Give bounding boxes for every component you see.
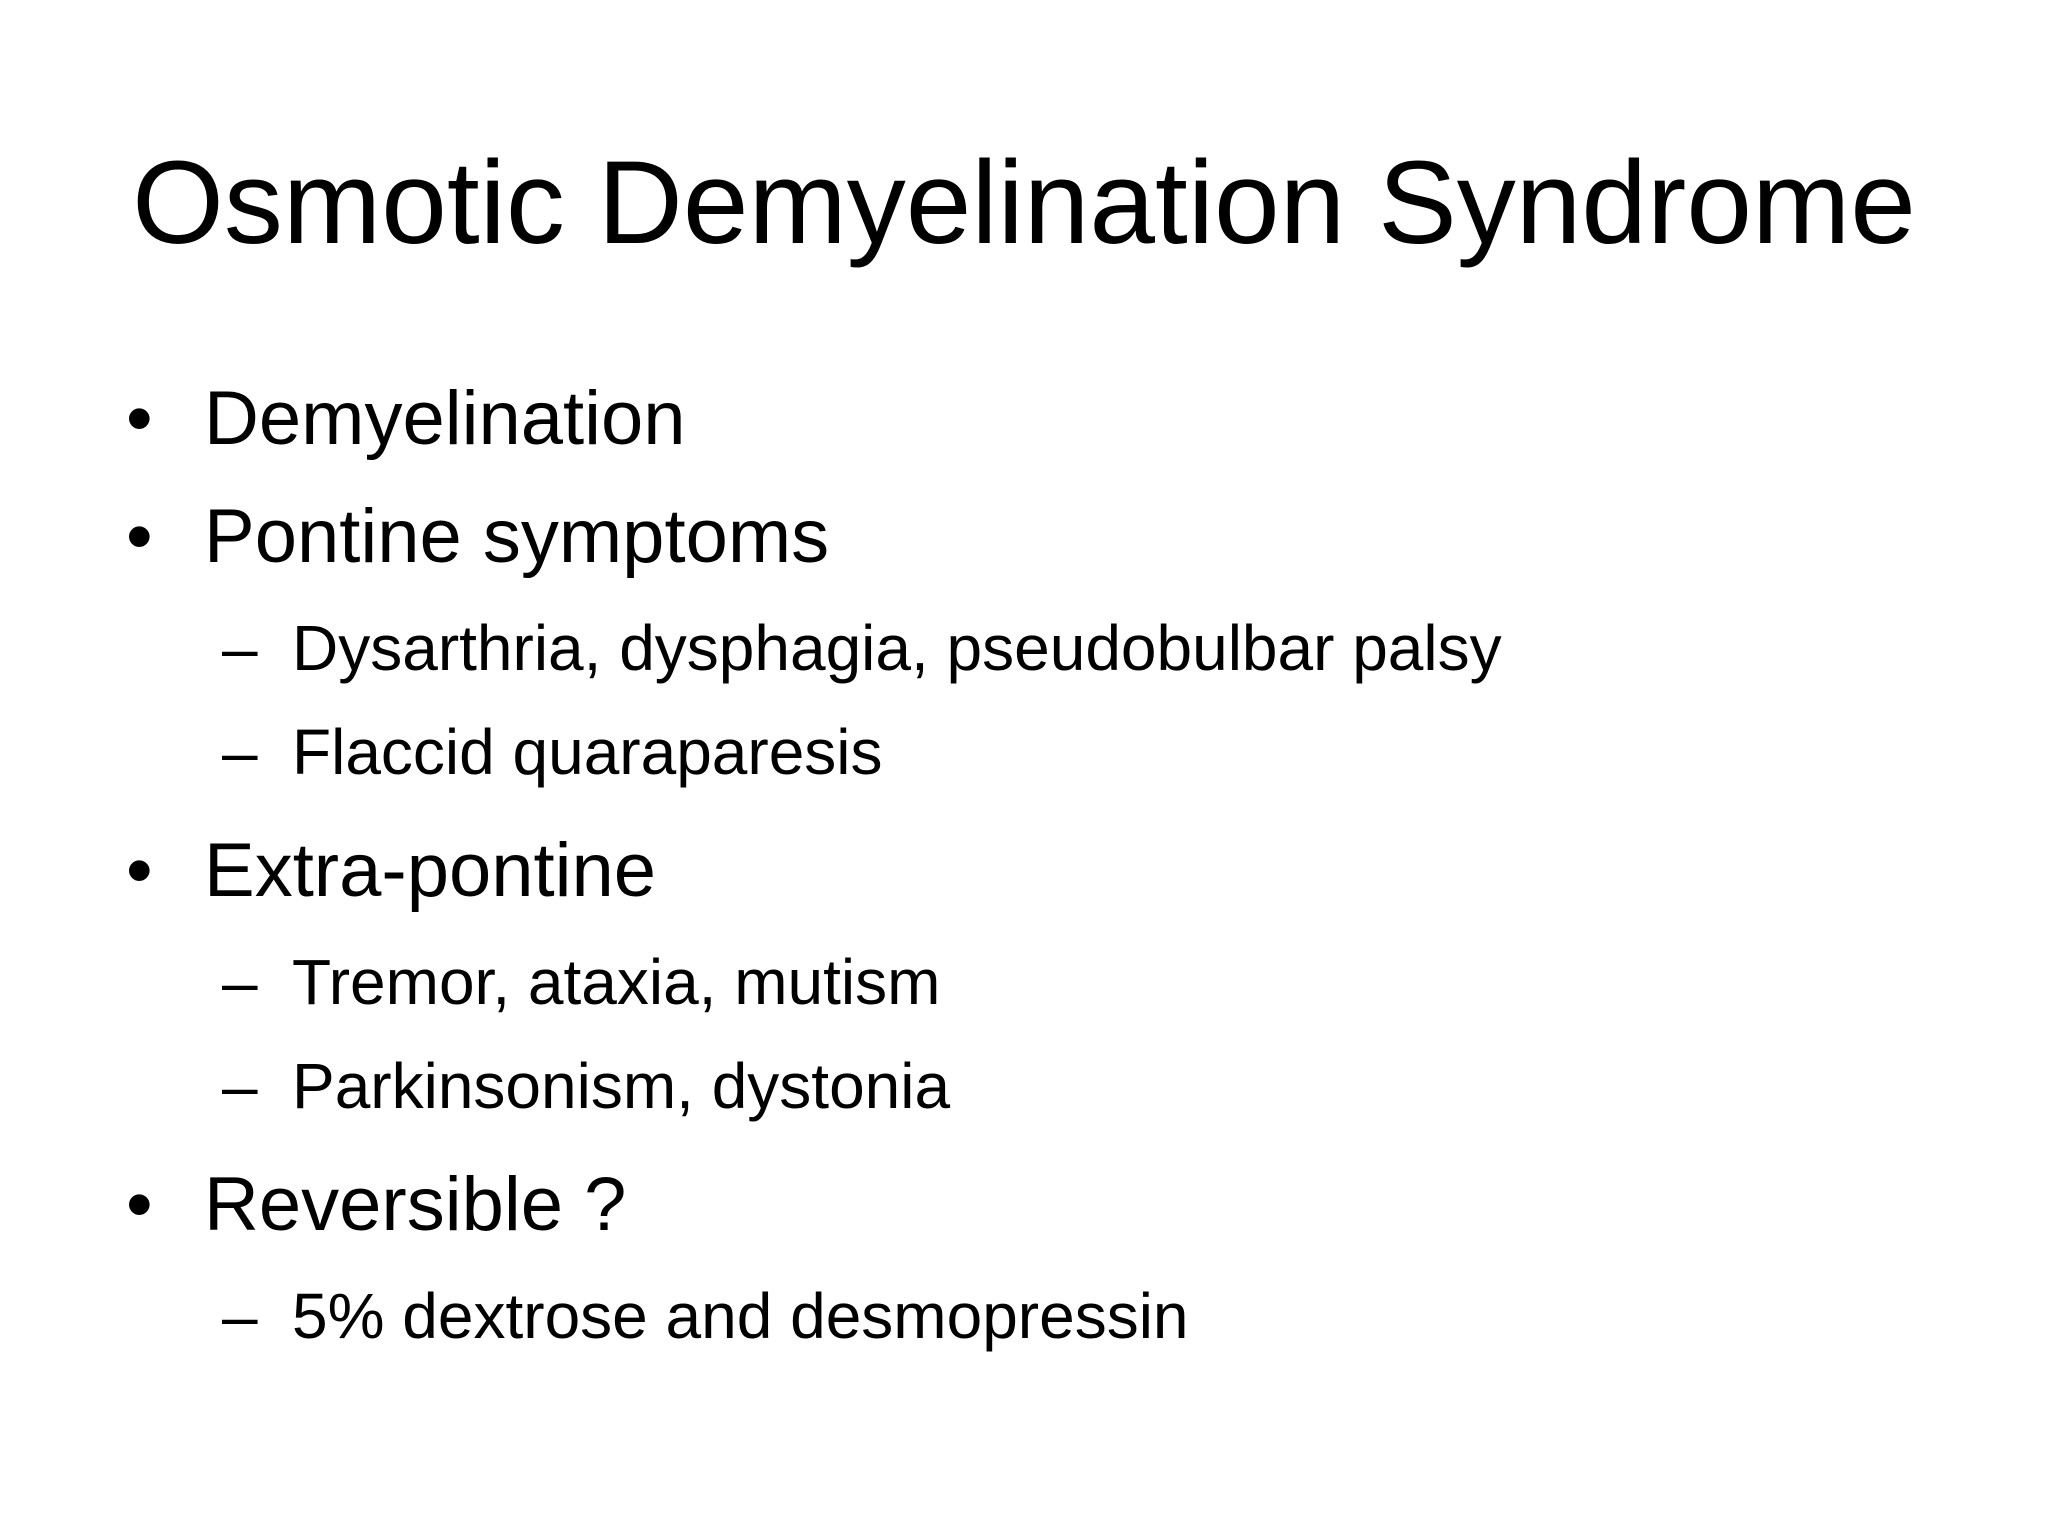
sub-bullet-item (222, 1048, 950, 1124)
bullet-text: Pontine symptoms (204, 494, 830, 579)
sub-bullet-marker: – (222, 946, 258, 1018)
sub-bullet-text: 5% dextrose and desmopressin (292, 1280, 1189, 1352)
bullet-marker: • (126, 376, 153, 461)
sub-bullet-item (222, 1278, 1189, 1354)
sub-bullet-text: Tremor, ataxia, mutism (292, 946, 941, 1018)
bullet-marker: • (126, 828, 153, 913)
sub-bullet-marker: – (222, 612, 258, 684)
bullet-marker: • (126, 1162, 153, 1247)
bullet-item (126, 374, 686, 464)
sub-bullet-marker: – (222, 716, 258, 788)
bullet-marker: • (126, 494, 153, 579)
sub-bullet-item (222, 714, 883, 790)
sub-bullet-text: Dysarthria, dysphagia, pseudobulbar palsy (292, 612, 1502, 684)
sub-bullet-marker: – (222, 1050, 258, 1122)
sub-bullet-text: Flaccid quaraparesis (292, 716, 883, 788)
bullet-item (126, 1160, 626, 1250)
sub-bullet-item (222, 944, 940, 1020)
bullet-text: Reversible ? (204, 1162, 627, 1247)
slide-title: Osmotic Demyelination Syndrome (132, 137, 1916, 269)
bullet-item (126, 826, 656, 916)
bullet-text: Extra-pontine (204, 828, 657, 913)
sub-bullet-text: Parkinsonism, dystonia (292, 1050, 951, 1122)
sub-bullet-marker: – (222, 1280, 258, 1352)
bullet-text: Demyelination (204, 376, 686, 461)
sub-bullet-item (222, 610, 1502, 686)
bullet-item (126, 492, 829, 582)
